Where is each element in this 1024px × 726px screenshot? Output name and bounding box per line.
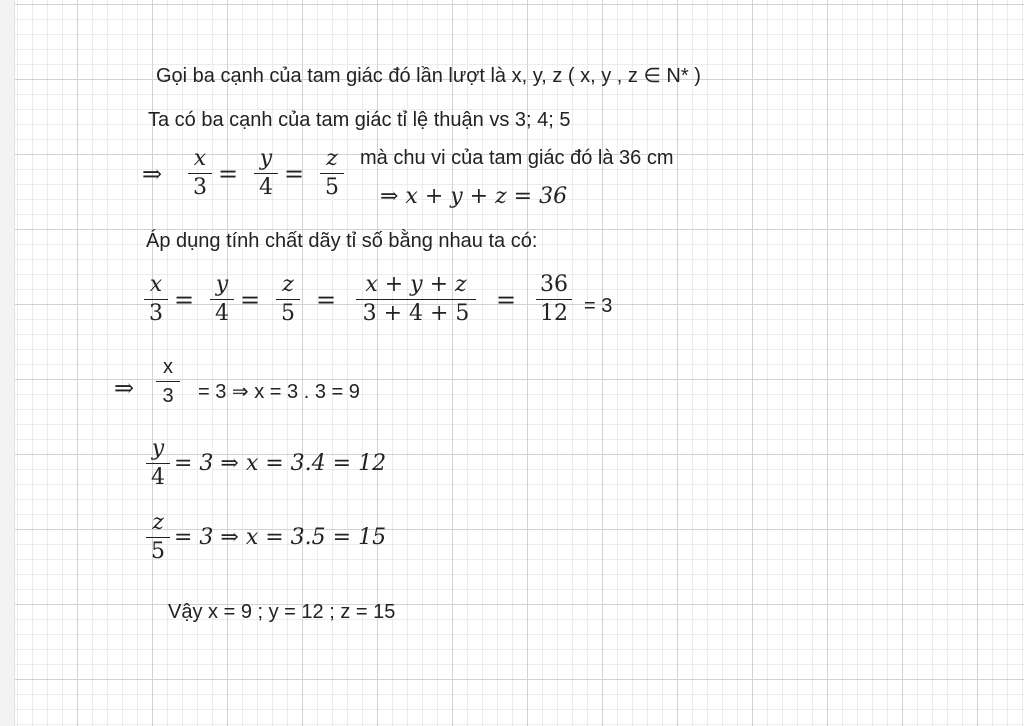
fraction-x-3	[144, 272, 168, 327]
denominator: 5	[151, 539, 165, 564]
implies-symbol: ⇒	[114, 374, 135, 402]
numerator: x	[149, 272, 163, 297]
equals-sign: =	[316, 286, 337, 314]
line-variables: Gọi ba cạnh của tam giác đó lần lượt là x, y, z ( x, y , z ∈ N* )	[156, 65, 701, 87]
denominator: 3 + 4 + 5	[362, 301, 470, 326]
fraction-sum	[356, 272, 476, 327]
fraction-x-3-plain	[156, 354, 180, 409]
numerator: z	[326, 146, 338, 171]
denominator: 12	[540, 301, 568, 326]
numerator: x + y + z	[365, 272, 467, 297]
fraction-y-4	[254, 146, 278, 201]
fraction-y-4	[146, 436, 170, 491]
sum-equation: ⇒ x + y + z = 36	[380, 184, 568, 209]
ratio-result: = 3	[584, 295, 613, 317]
implies-symbol: ⇒	[142, 160, 163, 188]
solve-y: = 3 ⇒ x = 3.4 = 12	[174, 451, 387, 476]
conclusion: Vậy x = 9 ; y = 12 ; z = 15	[168, 601, 396, 623]
denominator: 4	[259, 175, 273, 200]
numerator: z	[152, 510, 164, 535]
equals-sign: =	[240, 286, 261, 314]
denominator: 3	[193, 175, 207, 200]
numerator: x	[193, 146, 207, 171]
denominator: 5	[281, 301, 295, 326]
solve-z: = 3 ⇒ x = 3.5 = 15	[174, 525, 387, 550]
denominator: 3	[149, 301, 163, 326]
numerator: y	[215, 272, 229, 297]
line-proportional: Ta có ba cạnh của tam giác tỉ lệ thuận vs 3; 4; 5	[148, 109, 571, 131]
fraction-x-3	[188, 146, 212, 201]
fraction-z-5	[320, 146, 344, 201]
fraction-y-4	[210, 272, 234, 327]
line-property: Áp dụng tính chất dãy tỉ số bằng nhau ta có:	[146, 230, 538, 252]
perimeter-text: mà chu vi của tam giác đó là 36 cm	[360, 147, 674, 169]
equals-sign: =	[218, 160, 239, 188]
numerator: 36	[540, 272, 568, 297]
equals-sign: =	[174, 286, 195, 314]
numerator: y	[259, 146, 273, 171]
solve-x: = 3 ⇒ x = 3 . 3 = 9	[198, 381, 360, 403]
numerator: x	[163, 356, 173, 378]
fraction-z-5	[276, 272, 300, 327]
numerator: z	[282, 272, 294, 297]
fraction-z-5	[146, 510, 170, 565]
fraction-36-12	[536, 272, 572, 327]
equals-sign: =	[284, 160, 305, 188]
denominator: 4	[151, 465, 165, 490]
equals-sign: =	[496, 286, 517, 314]
denominator: 4	[215, 301, 229, 326]
denominator: 3	[162, 385, 174, 407]
denominator: 5	[325, 175, 339, 200]
numerator: y	[151, 436, 165, 461]
left-margin-bar	[0, 0, 15, 726]
